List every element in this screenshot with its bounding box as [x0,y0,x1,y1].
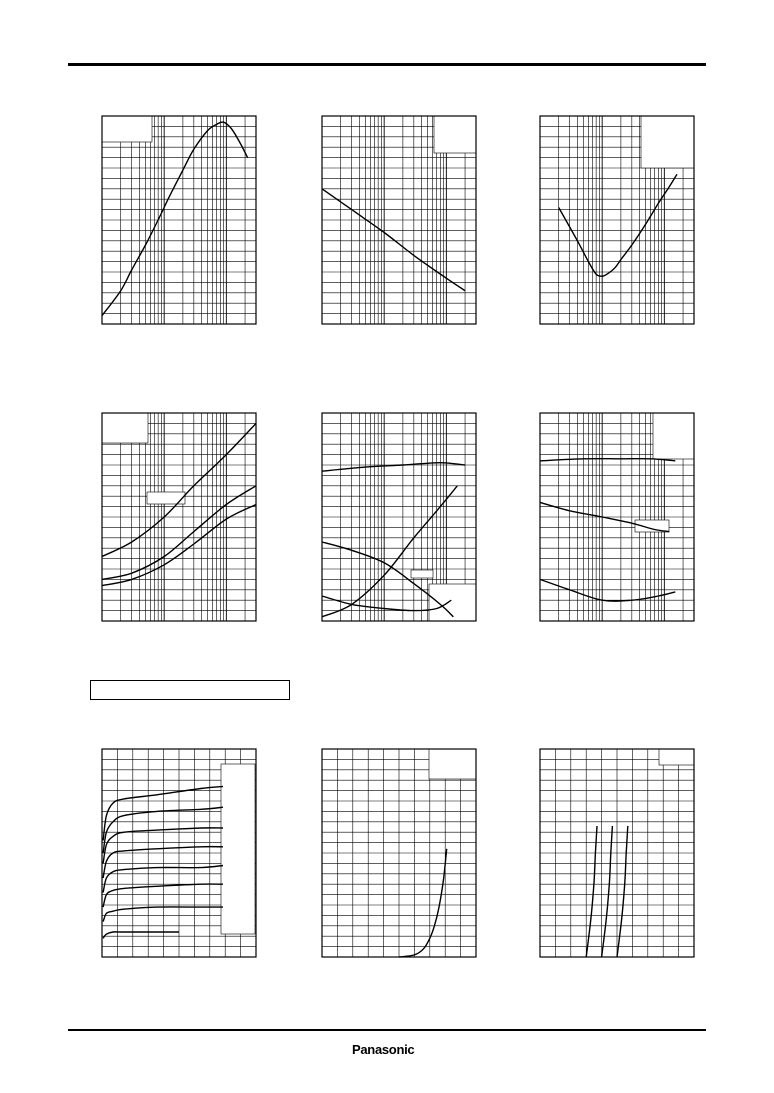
chart-7-svg [101,748,257,958]
chart-label-box [102,116,152,142]
chart-4-series-1 [102,423,256,556]
chart-3 [539,115,695,325]
chart-label-box [641,116,694,168]
chart-grid [102,413,256,621]
chart-label-box [659,749,694,765]
chart-label-box [653,413,694,459]
chart-label-box [221,764,255,934]
section-label-box [90,680,290,700]
chart-label-box [429,749,476,779]
chart-1-svg [101,115,257,325]
chart-grid [102,116,256,324]
chart-2 [321,115,477,325]
chart-7-series-6 [103,884,223,907]
chart-4-svg [101,412,257,622]
chart-grid [540,749,694,957]
chart-8-svg [321,748,477,958]
brand-logo: Panasonic [352,1042,415,1057]
chart-label-box [411,570,433,578]
chart-9 [539,748,695,958]
chart-8 [321,748,477,958]
chart-7-series-3 [103,828,223,864]
chart-7-series-7 [103,907,223,922]
chart-7 [101,748,257,958]
chart-2-svg [321,115,477,325]
chart-3-svg [539,115,695,325]
chart-5-svg [321,412,477,622]
chart-9-svg [539,748,695,958]
footer-rule [68,1029,706,1031]
chart-3-series-1 [559,174,677,276]
chart-7-series-8 [103,932,179,938]
header-rule [68,63,706,66]
chart-8-series-1 [399,849,447,957]
chart-1 [101,115,257,325]
chart-9-series-3 [617,826,628,957]
chart-label-box [102,413,148,443]
chart-grid [322,749,476,957]
chart-6 [539,412,695,622]
chart-6-svg [539,412,695,622]
chart-5 [321,412,477,622]
chart-9-series-2 [602,826,613,957]
chart-9-series-1 [586,826,597,957]
chart-label-box [434,116,476,153]
chart-4 [101,412,257,622]
chart-1-series-1 [102,122,248,316]
chart-7-series-4 [103,847,223,878]
